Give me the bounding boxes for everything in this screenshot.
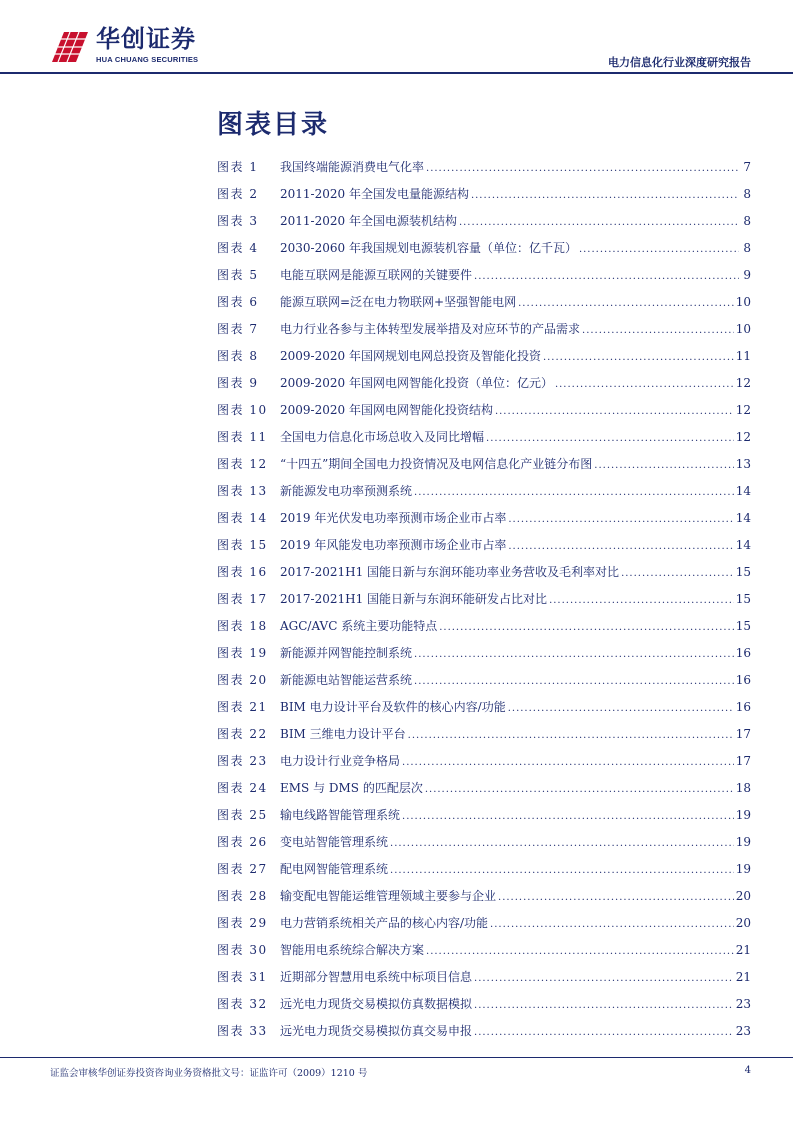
toc-entry-label: 图表 18 <box>217 619 268 633</box>
toc-entry-label: 图表 20 <box>217 673 268 687</box>
toc-entry-label: 图表 19 <box>217 646 268 660</box>
toc-entry-title: AGC/AVC 系统主要功能特点 <box>280 619 438 633</box>
toc-entry-title: 新能源发电功率预测系统 <box>280 484 413 498</box>
toc-entry-label: 图表 16 <box>217 565 268 579</box>
toc-entry-label: 图表 6 <box>217 295 259 309</box>
toc-dot-leader <box>582 325 734 336</box>
toc-entry-label: 图表 24 <box>217 781 268 795</box>
toc-entry-page: 8 <box>743 214 751 228</box>
toc-entry-page: 8 <box>743 241 751 255</box>
toc-dot-leader <box>594 460 733 471</box>
toc-entry[interactable] <box>217 644 751 671</box>
toc-entry-title: 输变配电智能运维管理领域主要参与企业 <box>280 889 497 903</box>
toc-entry-page: 20 <box>735 916 751 930</box>
toc-entry[interactable] <box>217 833 751 860</box>
toc-entry-title: 配电网智能管理系统 <box>280 862 389 876</box>
toc-entry-page: 15 <box>735 619 751 633</box>
toc-entry-page: 12 <box>735 376 751 390</box>
toc-entry-title: 2019 年风能发电功率预测市场企业市占率 <box>280 538 507 552</box>
toc-entry-label: 图表 28 <box>217 889 268 903</box>
toc-entry-page: 8 <box>743 187 751 201</box>
toc-entry-title: 电能互联网是能源互联网的关键要件 <box>280 268 473 282</box>
toc-entry-label: 图表 3 <box>217 214 259 228</box>
toc-entry[interactable] <box>217 293 751 320</box>
toc-entry-label: 图表 21 <box>217 700 268 714</box>
toc-entry-title: 变电站智能管理系统 <box>280 835 389 849</box>
toc-entry[interactable] <box>217 536 751 563</box>
toc-dot-leader <box>402 757 734 768</box>
toc-entry[interactable] <box>217 941 751 968</box>
toc-dot-leader <box>474 973 734 984</box>
toc-entry-label: 图表 31 <box>217 970 268 984</box>
toc-dot-leader <box>390 865 734 876</box>
toc-entry[interactable] <box>217 698 751 725</box>
toc-entry-page: 11 <box>735 349 751 363</box>
toc-entry-label: 图表 2 <box>217 187 259 201</box>
toc-entry-title: EMS 与 DMS 的匹配层次 <box>280 781 423 795</box>
toc-dot-leader <box>518 298 734 309</box>
toc-dot-leader <box>508 541 733 552</box>
toc-entry[interactable] <box>217 455 751 482</box>
toc-entry-label: 图表 5 <box>217 268 259 282</box>
toc-entry-page: 15 <box>735 565 751 579</box>
toc-dot-leader <box>414 649 734 660</box>
toc-dot-leader <box>425 784 734 795</box>
huachuang-logo-icon <box>50 26 90 66</box>
toc-dot-leader <box>486 433 734 444</box>
toc-entry-title: 输电线路智能管理系统 <box>280 808 401 822</box>
toc-dot-leader <box>474 1027 734 1038</box>
toc-entry-label: 图表 9 <box>217 376 259 390</box>
toc-entry-title: 2009-2020 年国网规划电网总投资及智能化投资 <box>280 349 541 363</box>
toc-entry-page: 23 <box>735 997 751 1011</box>
toc-entry-title: BIM 电力设计平台及软件的核心内容/功能 <box>280 700 506 714</box>
toc-entry[interactable] <box>217 374 751 401</box>
toc-entry[interactable] <box>217 185 751 212</box>
toc-entry-title: 新能源并网智能控制系统 <box>280 646 413 660</box>
toc-entry[interactable] <box>217 212 751 239</box>
toc-dot-leader <box>549 595 734 606</box>
toc-entry-page: 14 <box>735 538 751 552</box>
toc-dot-leader <box>439 622 734 633</box>
footer-license-text: 证监会审核华创证券投资咨询业务资格批文号：证监许可（2009）1210 号 <box>50 1068 368 1079</box>
toc-entry[interactable] <box>217 347 751 374</box>
toc-entry-label: 图表 25 <box>217 808 268 822</box>
toc-entry-label: 图表 30 <box>217 943 268 957</box>
toc-entry-title: 2011-2020 年全国发电量能源结构 <box>280 187 469 201</box>
toc-dot-leader <box>408 730 734 741</box>
toc-dot-leader <box>471 190 739 201</box>
toc-dot-leader <box>426 946 734 957</box>
toc-entry-title: 2017-2021H1 国能日新与东润环能功率业务营收及毛利率对比 <box>280 565 620 579</box>
toc-entry-title: “十四五”期间全国电力投资情况及电网信息化产业链分布图 <box>280 457 593 471</box>
toc-entry[interactable] <box>217 968 751 995</box>
toc-entry-title: 2019 年光伏发电功率预测市场企业市占率 <box>280 511 507 525</box>
toc-entry-page: 19 <box>735 808 751 822</box>
toc-dot-leader <box>390 838 734 849</box>
toc-dot-leader <box>490 919 734 930</box>
toc-entry-page: 21 <box>735 970 751 984</box>
figure-table-of-contents <box>217 158 751 1049</box>
toc-dot-leader <box>498 892 734 903</box>
page-header <box>0 0 793 76</box>
toc-entry-page: 14 <box>735 511 751 525</box>
toc-entry[interactable] <box>217 509 751 536</box>
toc-dot-leader <box>414 487 734 498</box>
toc-entry-page: 16 <box>735 673 751 687</box>
report-title: 电力信息化行业深度研究报告 <box>608 56 751 69</box>
toc-entry-label: 图表 4 <box>217 241 259 255</box>
toc-entry-label: 图表 29 <box>217 916 268 930</box>
page-title: 图表目录 <box>217 110 330 140</box>
brand-name-en: HUA CHUANG SECURITIES <box>96 55 199 64</box>
toc-entry-label: 图表 7 <box>217 322 259 336</box>
toc-entry-label: 图表 26 <box>217 835 268 849</box>
header-divider <box>0 72 793 74</box>
toc-entry-label: 图表 1 <box>217 160 259 174</box>
toc-entry-title: 我国终端能源消费电气化率 <box>280 160 425 174</box>
toc-entry-page: 21 <box>735 943 751 957</box>
toc-entry-title: 近期部分智慧用电系统中标项目信息 <box>280 970 473 984</box>
toc-entry[interactable] <box>217 752 751 779</box>
toc-entry[interactable] <box>217 887 751 914</box>
toc-entry[interactable] <box>217 320 751 347</box>
toc-entry[interactable] <box>217 725 751 752</box>
toc-entry[interactable] <box>217 995 751 1022</box>
toc-entry-page: 18 <box>735 781 751 795</box>
toc-entry-page: 17 <box>735 754 751 768</box>
toc-entry-page: 12 <box>735 430 751 444</box>
toc-entry-page: 19 <box>735 835 751 849</box>
toc-entry-page: 20 <box>735 889 751 903</box>
toc-entry-label: 图表 12 <box>217 457 268 471</box>
footer-divider <box>0 1057 793 1058</box>
toc-entry-label: 图表 22 <box>217 727 268 741</box>
toc-dot-leader <box>474 1000 734 1011</box>
toc-entry[interactable] <box>217 266 751 293</box>
toc-entry[interactable] <box>217 239 751 266</box>
toc-entry-title: 电力设计行业竞争格局 <box>280 754 401 768</box>
toc-entry-page: 14 <box>735 484 751 498</box>
toc-entry-page: 17 <box>735 727 751 741</box>
toc-entry[interactable] <box>217 779 751 806</box>
toc-entry-label: 图表 8 <box>217 349 259 363</box>
toc-entry[interactable] <box>217 401 751 428</box>
toc-entry-title: 2011-2020 年全国电源装机结构 <box>280 214 457 228</box>
toc-dot-leader <box>508 514 733 525</box>
page-number: 4 <box>744 1065 751 1076</box>
toc-entry-title: 2017-2021H1 国能日新与东润环能研发占比对比 <box>280 592 548 606</box>
toc-entry[interactable] <box>217 914 751 941</box>
toc-entry-page: 23 <box>735 1024 751 1038</box>
toc-dot-leader <box>426 163 739 174</box>
toc-dot-leader <box>414 676 734 687</box>
toc-entry-label: 图表 10 <box>217 403 268 417</box>
toc-entry-page: 13 <box>735 457 751 471</box>
toc-entry-label: 图表 17 <box>217 592 268 606</box>
toc-entry-title: 电力行业各参与主体转型发展举措及对应环节的产品需求 <box>280 322 581 336</box>
toc-entry-title: 新能源电站智能运营系统 <box>280 673 413 687</box>
toc-entry[interactable] <box>217 617 751 644</box>
toc-entry[interactable] <box>217 590 751 617</box>
toc-entry[interactable] <box>217 860 751 887</box>
toc-entry-title: 全国电力信息化市场总收入及同比增幅 <box>280 430 485 444</box>
toc-entry-page: 16 <box>735 700 751 714</box>
toc-dot-leader <box>474 271 739 282</box>
toc-entry-title: 2030-2060 年我国规划电源装机容量（单位：亿千瓦） <box>280 241 577 255</box>
toc-entry[interactable] <box>217 482 751 509</box>
toc-entry-title: 电力营销系统相关产品的核心内容/功能 <box>280 916 489 930</box>
toc-dot-leader <box>543 352 734 363</box>
toc-entry-label: 图表 11 <box>217 430 268 444</box>
toc-dot-leader <box>579 244 739 255</box>
toc-entry-label: 图表 32 <box>217 997 268 1011</box>
toc-entry-label: 图表 23 <box>217 754 268 768</box>
toc-entry-page: 7 <box>743 160 751 174</box>
toc-entry[interactable] <box>217 428 751 455</box>
toc-entry-page: 19 <box>735 862 751 876</box>
toc-entry-label: 图表 15 <box>217 538 268 552</box>
toc-entry-label: 图表 27 <box>217 862 268 876</box>
toc-entry[interactable] <box>217 1022 751 1049</box>
toc-entry-page: 9 <box>743 268 751 282</box>
toc-dot-leader <box>459 217 739 228</box>
toc-dot-leader <box>621 568 734 579</box>
toc-entry-label: 图表 14 <box>217 511 268 525</box>
toc-entry-page: 16 <box>735 646 751 660</box>
toc-entry-label: 图表 33 <box>217 1024 268 1038</box>
toc-entry-page: 15 <box>735 592 751 606</box>
toc-entry-page: 10 <box>735 295 751 309</box>
brand-name-cn: 华创证券 <box>96 25 196 53</box>
toc-entry-title: BIM 三维电力设计平台 <box>280 727 406 741</box>
toc-entry[interactable] <box>217 671 751 698</box>
toc-entry-title: 2009-2020 年国网电网智能化投资（单位：亿元） <box>280 376 553 390</box>
toc-entry-page: 12 <box>735 403 751 417</box>
toc-entry-label: 图表 13 <box>217 484 268 498</box>
toc-dot-leader <box>495 406 734 417</box>
toc-entry-title: 远光电力现货交易模拟仿真数据模拟 <box>280 997 473 1011</box>
toc-entry[interactable] <box>217 563 751 590</box>
toc-entry[interactable] <box>217 158 751 185</box>
toc-entry-page: 10 <box>735 322 751 336</box>
toc-dot-leader <box>508 703 734 714</box>
toc-entry-title: 智能用电系统综合解决方案 <box>280 943 425 957</box>
toc-entry[interactable] <box>217 806 751 833</box>
toc-entry-title: 远光电力现货交易模拟仿真交易申报 <box>280 1024 473 1038</box>
toc-dot-leader <box>402 811 734 822</box>
toc-entry-title: 能源互联网=泛在电力物联网+坚强智能电网 <box>280 295 517 309</box>
toc-dot-leader <box>555 379 734 390</box>
toc-entry-title: 2009-2020 年国网电网智能化投资结构 <box>280 403 493 417</box>
